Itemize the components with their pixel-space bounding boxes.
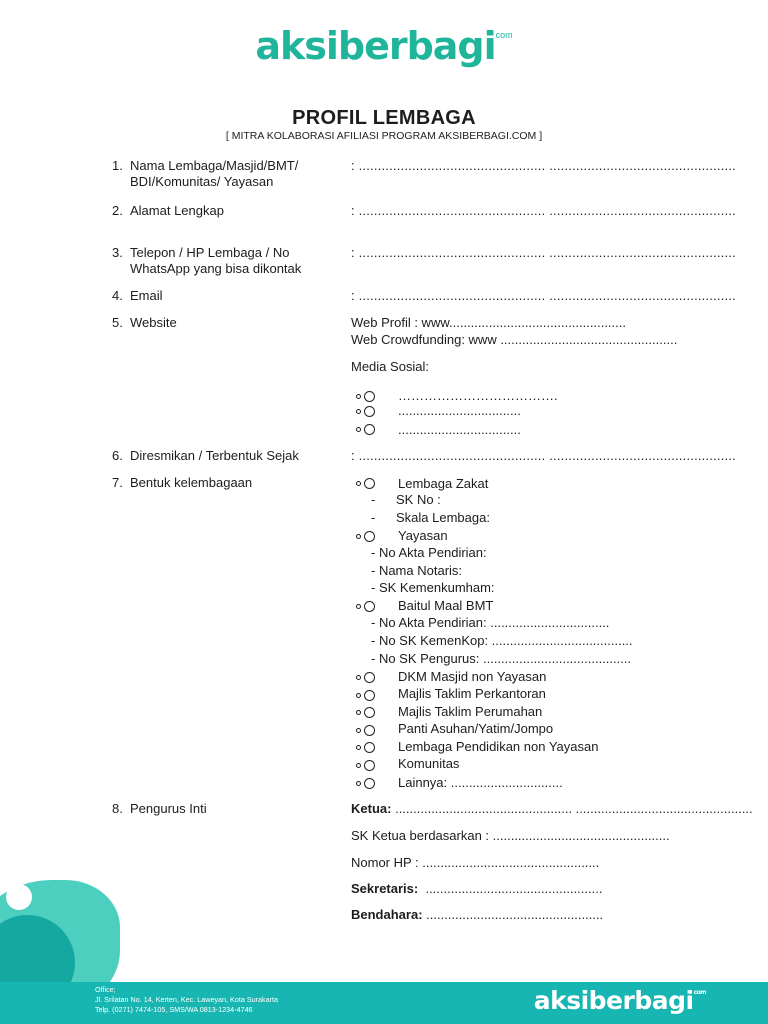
diresmikan-field[interactable]: : ................................................. ................................................. xyxy=(351,448,736,463)
mini-circle-icon xyxy=(356,394,361,399)
footer-bar xyxy=(0,982,768,1024)
mini-circle-icon xyxy=(356,604,361,609)
email-field[interactable]: : ................................................. ................................................. xyxy=(351,288,736,303)
radio-icon[interactable] xyxy=(364,601,375,612)
decor-dot xyxy=(6,884,32,910)
item-label: Email xyxy=(130,288,163,303)
logo-text: aksiberbagi xyxy=(255,24,496,68)
radio-icon[interactable] xyxy=(364,672,375,683)
radio-icon[interactable] xyxy=(364,725,375,736)
radio-icon[interactable] xyxy=(364,424,375,435)
web-profil-field[interactable]: Web Profil : www................................................. xyxy=(351,315,626,330)
media-sosial-line[interactable]: ………………………………. xyxy=(398,388,558,403)
radio-icon[interactable] xyxy=(364,531,375,542)
ketua-field[interactable] xyxy=(351,801,753,817)
mini-circle-icon xyxy=(356,427,361,432)
zakat-skala-field[interactable]: Skala Lembaga: xyxy=(396,510,490,525)
sk-ketua-field[interactable]: SK Ketua berdasarkan : ................................................. xyxy=(351,828,670,843)
ketua-value: ................................................. ................................................. xyxy=(395,801,753,816)
item-label: Alamat Lengkap xyxy=(130,203,224,218)
radio-icon[interactable] xyxy=(364,406,375,417)
sekretaris-label: Sekretaris: xyxy=(351,881,419,896)
mini-circle-icon xyxy=(356,481,361,486)
telepon-field[interactable]: : ................................................. ................................................. xyxy=(351,245,736,260)
bmt-pengurus-field[interactable]: - No SK Pengurus: ......................................... xyxy=(371,651,632,666)
radio-icon[interactable] xyxy=(364,778,375,789)
radio-icon[interactable] xyxy=(364,760,375,771)
option-lembaga-zakat[interactable]: Lembaga Zakat xyxy=(398,476,489,491)
bendahara-value: ................................................. xyxy=(426,907,604,922)
page-title: PROFIL LEMBAGA xyxy=(292,107,476,129)
option-baitul-maal[interactable]: Baitul Maal BMT xyxy=(398,598,494,613)
radio-icon[interactable] xyxy=(364,707,375,718)
mini-circle-icon xyxy=(356,534,361,539)
bullet-dash: - xyxy=(371,492,376,507)
zakat-sk-field[interactable]: SK No : xyxy=(396,492,441,507)
yayasan-sk-field[interactable]: - SK Kemenkumham: xyxy=(371,580,495,595)
option-dkm-masjid[interactable]: DKM Masjid non Yayasan xyxy=(398,669,547,684)
radio-icon[interactable] xyxy=(364,742,375,753)
bendahara-label: Bendahara: xyxy=(351,907,423,922)
option-lembaga-pendidikan[interactable]: Lembaga Pendidikan non Yayasan xyxy=(398,739,599,754)
mini-circle-icon xyxy=(356,710,361,715)
mini-circle-icon xyxy=(356,781,361,786)
radio-icon[interactable] xyxy=(364,690,375,701)
bullet-dash: - xyxy=(371,510,376,525)
sekretaris-field[interactable] xyxy=(351,881,602,897)
nomor-hp-field[interactable]: Nomor HP : ................................................. xyxy=(351,855,600,870)
mini-circle-icon xyxy=(356,675,361,680)
footer-logo: aksiberbagi$^{com}$ xyxy=(533,986,706,1015)
alamat-field[interactable]: : ................................................. ................................................. xyxy=(351,203,736,218)
option-majlis-perumahan[interactable]: Majlis Taklim Perumahan xyxy=(398,704,543,719)
item-number: 6. xyxy=(112,448,123,463)
item-number: 3. xyxy=(112,245,123,260)
item-label: Website xyxy=(130,315,177,330)
option-panti-asuhan[interactable]: Panti Asuhan/Yatim/Jompo xyxy=(398,721,554,736)
media-sosial-label: Media Sosial: xyxy=(351,359,430,374)
option-majlis-perkantoran[interactable]: Majlis Taklim Perkantoran xyxy=(398,686,546,701)
bmt-akta-field[interactable]: - No Akta Pendirian: ................................. xyxy=(371,615,610,630)
item-number: 7. xyxy=(112,475,123,490)
radio-icon[interactable] xyxy=(364,478,375,489)
ketua-label: Ketua: xyxy=(351,801,392,816)
office-address: Office; Jl. Srilatan No. 14, Kerten, Kec. Laweyan, Kota Surakarta Telp. (0271) 7474-105, SMS/WA 0813-1234-4746 xyxy=(95,985,278,1014)
mini-circle-icon xyxy=(356,745,361,750)
option-yayasan[interactable]: Yayasan xyxy=(398,528,448,543)
item-number: 8. xyxy=(112,801,123,816)
bendahara-field[interactable] xyxy=(351,907,603,923)
media-sosial-line[interactable]: .................................. xyxy=(398,422,521,437)
web-crowdfunding-field[interactable]: Web Crowdfunding: www ................................................. xyxy=(351,332,678,347)
item-number: 1. xyxy=(112,158,123,173)
bmt-kemenkop-field[interactable]: - No SK KemenKop: ....................................... xyxy=(371,633,633,648)
item-number: 4. xyxy=(112,288,123,303)
option-komunitas[interactable]: Komunitas xyxy=(398,756,460,771)
media-sosial-line[interactable]: .................................. xyxy=(398,403,521,418)
item-label: Telepon / HP Lembaga / No WhatsApp yang bisa dikontak xyxy=(130,245,302,276)
yayasan-akta-field[interactable]: - No Akta Pendirian: xyxy=(371,545,487,560)
item-label: Pengurus Inti xyxy=(130,801,207,816)
sekretaris-value: ................................................. xyxy=(425,881,603,896)
nama-lembaga-field[interactable]: : ................................................. ................................................. xyxy=(351,158,736,173)
yayasan-notaris-field[interactable]: - Nama Notaris: xyxy=(371,563,463,578)
brand-logo xyxy=(0,24,768,68)
item-number: 5. xyxy=(112,315,123,330)
mini-circle-icon xyxy=(356,693,361,698)
mini-circle-icon xyxy=(356,409,361,414)
mini-circle-icon xyxy=(356,728,361,733)
page-subtitle: [ MITRA KOLABORASI AFILIASI PROGRAM AKSIBERBAGI.COM ] xyxy=(225,130,543,142)
item-label: Bentuk kelembagaan xyxy=(130,475,253,490)
item-label: Diresmikan / Terbentuk Sejak xyxy=(130,448,299,463)
mini-circle-icon xyxy=(356,763,361,768)
item-label: Nama Lembaga/Masjid/BMT/ BDI/Komunitas/ Yayasan xyxy=(130,158,299,189)
item-number: 2. xyxy=(112,203,123,218)
logo-suffix: com xyxy=(495,30,513,40)
radio-icon[interactable] xyxy=(364,391,375,402)
option-lainnya[interactable]: Lainnya: ............................... xyxy=(398,775,563,790)
